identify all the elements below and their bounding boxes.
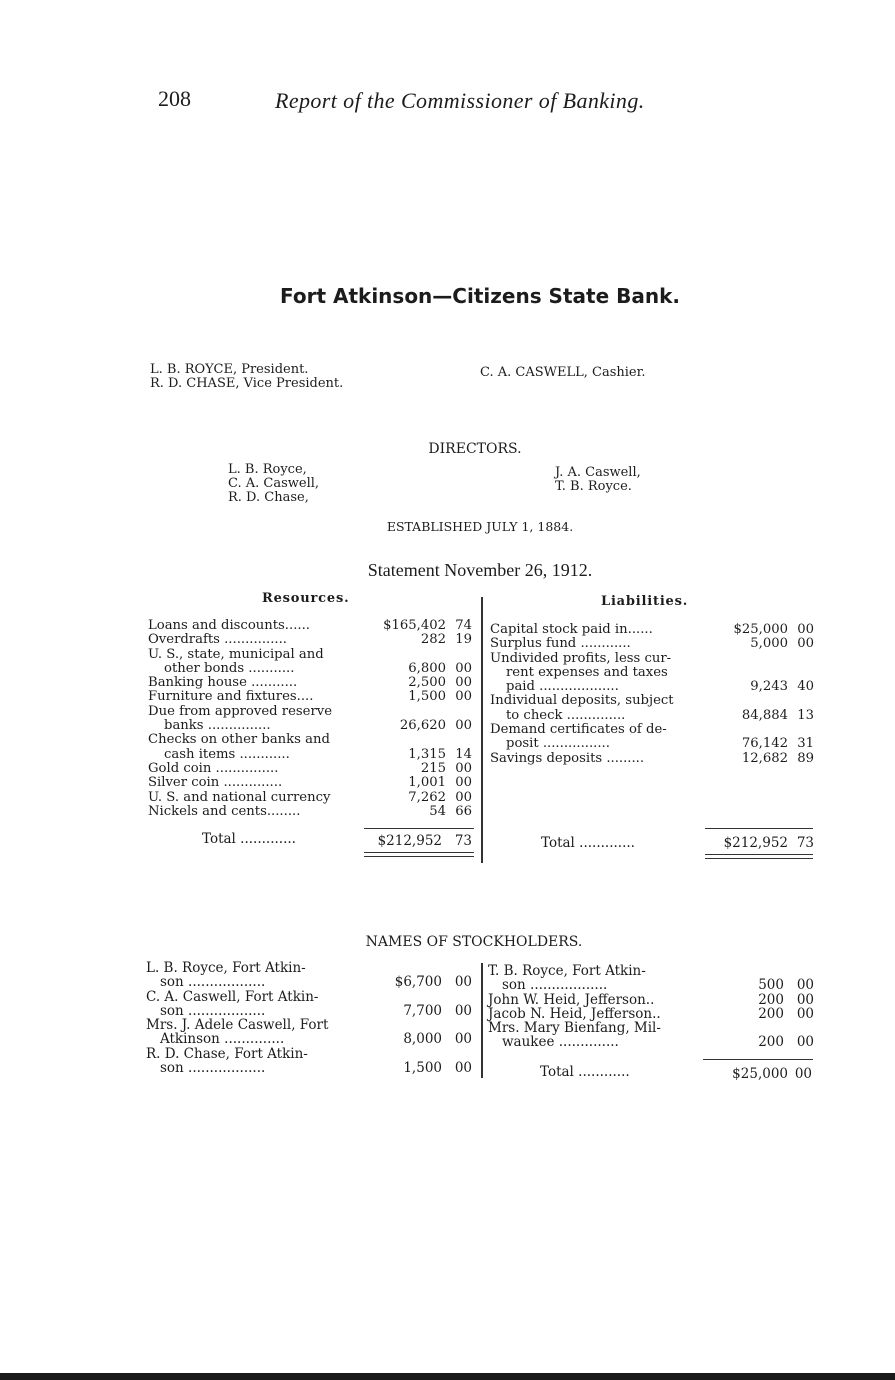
stockholder-dollars: $6,700 xyxy=(394,974,442,991)
row-label: U. S. and national currency xyxy=(148,789,331,805)
row-dollars: 26,620 xyxy=(399,718,446,734)
ledger-row xyxy=(490,637,820,651)
stockholder-entry xyxy=(146,1047,476,1076)
row-label: Savings deposits ......... xyxy=(490,750,645,766)
row-label: Gold coin ............... xyxy=(148,760,279,776)
row-label: Surplus fund ............ xyxy=(490,636,631,652)
row-dollars: 5,000 xyxy=(750,636,788,652)
row-label: other bonds ........... xyxy=(164,660,295,676)
ledger-row xyxy=(490,752,820,766)
row-label: Banking house ........... xyxy=(148,675,298,691)
stockholder-name: John W. Heid, Jefferson.. xyxy=(488,991,655,1008)
ledger-row xyxy=(148,748,478,762)
row-dollars: 54 xyxy=(429,803,446,819)
stockholder-dollars: 7,700 xyxy=(403,1002,442,1019)
stockholder-cents: 00 xyxy=(454,974,472,991)
established-date: ESTABLISHED JULY 1, 1884. xyxy=(386,519,574,534)
stockholder-entry xyxy=(146,961,476,990)
statement-date: Statement November 26, 1912. xyxy=(367,560,593,580)
row-label: Undivided profits, less cur- xyxy=(490,650,672,666)
ledger-row xyxy=(148,762,478,776)
resources-table xyxy=(148,619,478,819)
row-dollars: 1,315 xyxy=(408,746,446,762)
directors-right xyxy=(555,466,641,494)
stockholder-name: C. A. Caswell, Fort Atkin- xyxy=(146,988,319,1005)
stockholder-entry xyxy=(488,1021,818,1050)
director-name: T. B. Royce. xyxy=(555,479,632,494)
stockholder-name-cont: son .................. xyxy=(160,1060,266,1077)
ledger-row xyxy=(148,719,478,733)
director-name: C. A. Caswell, xyxy=(228,476,320,491)
officer-president: L. B. ROYCE, President. xyxy=(150,362,309,377)
stockholder-dollars: 200 xyxy=(758,1005,784,1022)
directors-heading: DIRECTORS. xyxy=(428,441,522,457)
double-rule xyxy=(364,856,474,857)
double-rule xyxy=(364,852,474,853)
row-label: Overdrafts ............... xyxy=(148,632,287,648)
stockholder-entry xyxy=(146,1018,476,1047)
ledger-row xyxy=(148,791,478,805)
row-label: U. S., state, municipal and xyxy=(148,646,324,662)
ledger-row xyxy=(148,733,478,747)
ledger-row xyxy=(148,805,478,819)
ledger-row xyxy=(490,666,820,680)
row-label: Demand certificates of de- xyxy=(490,722,667,738)
column-divider xyxy=(481,597,483,863)
stockholder-dollars: 200 xyxy=(758,1034,784,1051)
stockholders-total-label: Total ............ xyxy=(540,1064,630,1080)
stockholder-name-cont: son .................. xyxy=(502,977,608,994)
directors-left xyxy=(228,463,319,505)
row-cents: 00 xyxy=(797,622,814,637)
row-dollars: 7,262 xyxy=(408,789,446,805)
stockholder-entry xyxy=(146,990,476,1019)
liabilities-heading: Liabilities. xyxy=(601,594,689,609)
ledger-row xyxy=(148,619,478,633)
stockholder-name: T. B. Royce, Fort Atkin- xyxy=(488,963,646,979)
stockholder-entry xyxy=(488,964,818,993)
stockholder-dollars: 500 xyxy=(758,977,784,994)
ledger-row xyxy=(148,676,478,690)
stockholder-name: R. D. Chase, Fort Atkin- xyxy=(146,1045,308,1062)
ledger-row xyxy=(490,680,820,694)
resources-total-dollars: $212,952 xyxy=(377,833,442,849)
stockholder-name: L. B. Royce, Fort Atkin- xyxy=(146,960,306,976)
row-cents: 31 xyxy=(797,736,814,752)
row-cents: 19 xyxy=(455,632,472,648)
row-label: Loans and discounts...... xyxy=(148,618,310,633)
ledger-row xyxy=(490,709,820,723)
ledger-row xyxy=(490,652,820,666)
stockholder-cents: 00 xyxy=(454,1060,472,1077)
liabilities-total-dollars: $212,952 xyxy=(723,835,788,851)
row-dollars: 9,243 xyxy=(750,679,788,695)
stockholders-heading: NAMES OF STOCKHOLDERS. xyxy=(365,934,583,950)
row-cents: 00 xyxy=(455,775,472,791)
ledger-row xyxy=(490,723,820,737)
row-dollars: $25,000 xyxy=(733,622,788,637)
total-rule xyxy=(705,828,813,829)
officer-vice-president: R. D. CHASE, Vice President. xyxy=(150,376,344,391)
running-title: Report of the Commissioner of Banking. xyxy=(275,88,645,113)
stockholder-cents: 00 xyxy=(796,991,814,1008)
ledger-row xyxy=(490,737,820,751)
stockholders-total-dollars: $25,000 xyxy=(732,1066,788,1082)
double-rule xyxy=(705,854,813,855)
column-divider xyxy=(481,963,483,1078)
row-dollars: 6,800 xyxy=(408,660,446,676)
ledger-row xyxy=(490,694,820,708)
row-label: Individual deposits, subject xyxy=(490,693,674,709)
row-cents: 14 xyxy=(455,746,472,762)
resources-total-label: Total ............. xyxy=(202,831,296,847)
stockholder-cents: 00 xyxy=(454,1031,472,1048)
row-cents: 00 xyxy=(455,760,472,776)
row-cents: 66 xyxy=(455,803,472,819)
ledger-row xyxy=(148,648,478,662)
row-label: posit ................ xyxy=(506,736,610,752)
row-cents: 13 xyxy=(797,707,814,723)
stockholder-name-cont: son .................. xyxy=(160,974,266,991)
row-label: Nickels and cents........ xyxy=(148,803,301,819)
resources-heading: Resources. xyxy=(262,591,350,606)
row-dollars: 1,500 xyxy=(408,689,446,705)
stockholders-left xyxy=(146,961,476,1075)
row-cents: 00 xyxy=(455,718,472,734)
page-edge xyxy=(0,1373,895,1380)
row-label: banks ............... xyxy=(164,718,271,734)
row-dollars: 282 xyxy=(420,632,446,648)
stockholder-cents: 00 xyxy=(796,1034,814,1051)
bank-title: Fort Atkinson—Citizens State Bank. xyxy=(280,284,680,308)
resources-total-cents: 73 xyxy=(454,833,472,849)
row-dollars: 84,884 xyxy=(741,707,788,723)
total-rule xyxy=(703,1059,813,1060)
ledger-row xyxy=(148,662,478,676)
row-cents: 00 xyxy=(455,789,472,805)
row-cents: 74 xyxy=(455,618,472,633)
ledger-row xyxy=(148,705,478,719)
liabilities-table xyxy=(490,623,820,766)
total-rule xyxy=(364,828,474,829)
director-name: J. A. Caswell, xyxy=(555,465,641,480)
row-dollars: 1,001 xyxy=(408,775,446,791)
ledger-row xyxy=(148,776,478,790)
ledger-row xyxy=(148,633,478,647)
row-cents: 00 xyxy=(455,675,472,691)
liabilities-total-label: Total ............. xyxy=(541,835,635,851)
stockholder-name-cont: son .................. xyxy=(160,1002,266,1019)
row-label: cash items ............ xyxy=(164,746,290,762)
director-name: R. D. Chase, xyxy=(228,490,309,505)
stockholder-dollars: 1,500 xyxy=(403,1060,442,1077)
row-cents: 00 xyxy=(455,689,472,705)
ledger-row xyxy=(148,690,478,704)
stockholder-cents: 00 xyxy=(796,1005,814,1022)
stockholder-dollars: 8,000 xyxy=(403,1031,442,1048)
row-label: Checks on other banks and xyxy=(148,732,330,748)
row-label: rent expenses and taxes xyxy=(506,664,668,680)
row-dollars: 2,500 xyxy=(408,675,446,691)
stockholders-right xyxy=(488,964,818,1050)
liabilities-total-cents: 73 xyxy=(796,835,814,851)
row-dollars: 12,682 xyxy=(741,750,788,766)
officer-cashier: C. A. CASWELL, Cashier. xyxy=(480,365,646,380)
row-label: Due from approved reserve xyxy=(148,703,333,719)
stockholder-name: Mrs. J. Adele Caswell, Fort xyxy=(146,1017,329,1034)
row-dollars: 76,142 xyxy=(741,736,788,752)
ledger-row xyxy=(490,623,820,637)
stockholders-total-cents: 00 xyxy=(794,1066,812,1082)
stockholder-name-cont: Atkinson .............. xyxy=(160,1031,285,1048)
stockholder-dollars: 200 xyxy=(758,991,784,1008)
row-label: to check .............. xyxy=(506,707,626,723)
row-label: paid ................... xyxy=(506,679,619,695)
row-label: Silver coin .............. xyxy=(148,775,283,791)
director-name: L. B. Royce, xyxy=(228,462,307,477)
stockholder-entry xyxy=(488,1007,818,1021)
row-label: Furniture and fixtures.... xyxy=(148,689,314,705)
row-label: Capital stock paid in...... xyxy=(490,622,653,637)
row-dollars: 215 xyxy=(420,760,446,776)
stockholder-name: Mrs. Mary Bienfang, Mil- xyxy=(488,1020,661,1037)
stockholder-entry xyxy=(488,993,818,1007)
stockholder-cents: 00 xyxy=(454,1002,472,1019)
stockholder-cents: 00 xyxy=(796,977,814,994)
row-cents: 40 xyxy=(797,679,814,695)
row-cents: 00 xyxy=(797,636,814,652)
row-dollars: $165,402 xyxy=(383,618,446,633)
stockholder-name: Jacob N. Heid, Jefferson.. xyxy=(488,1005,661,1022)
double-rule xyxy=(705,858,813,859)
stockholder-name-cont: waukee .............. xyxy=(502,1034,619,1051)
row-cents: 00 xyxy=(455,660,472,676)
row-cents: 89 xyxy=(797,750,814,766)
page-number: 208 xyxy=(158,86,191,111)
